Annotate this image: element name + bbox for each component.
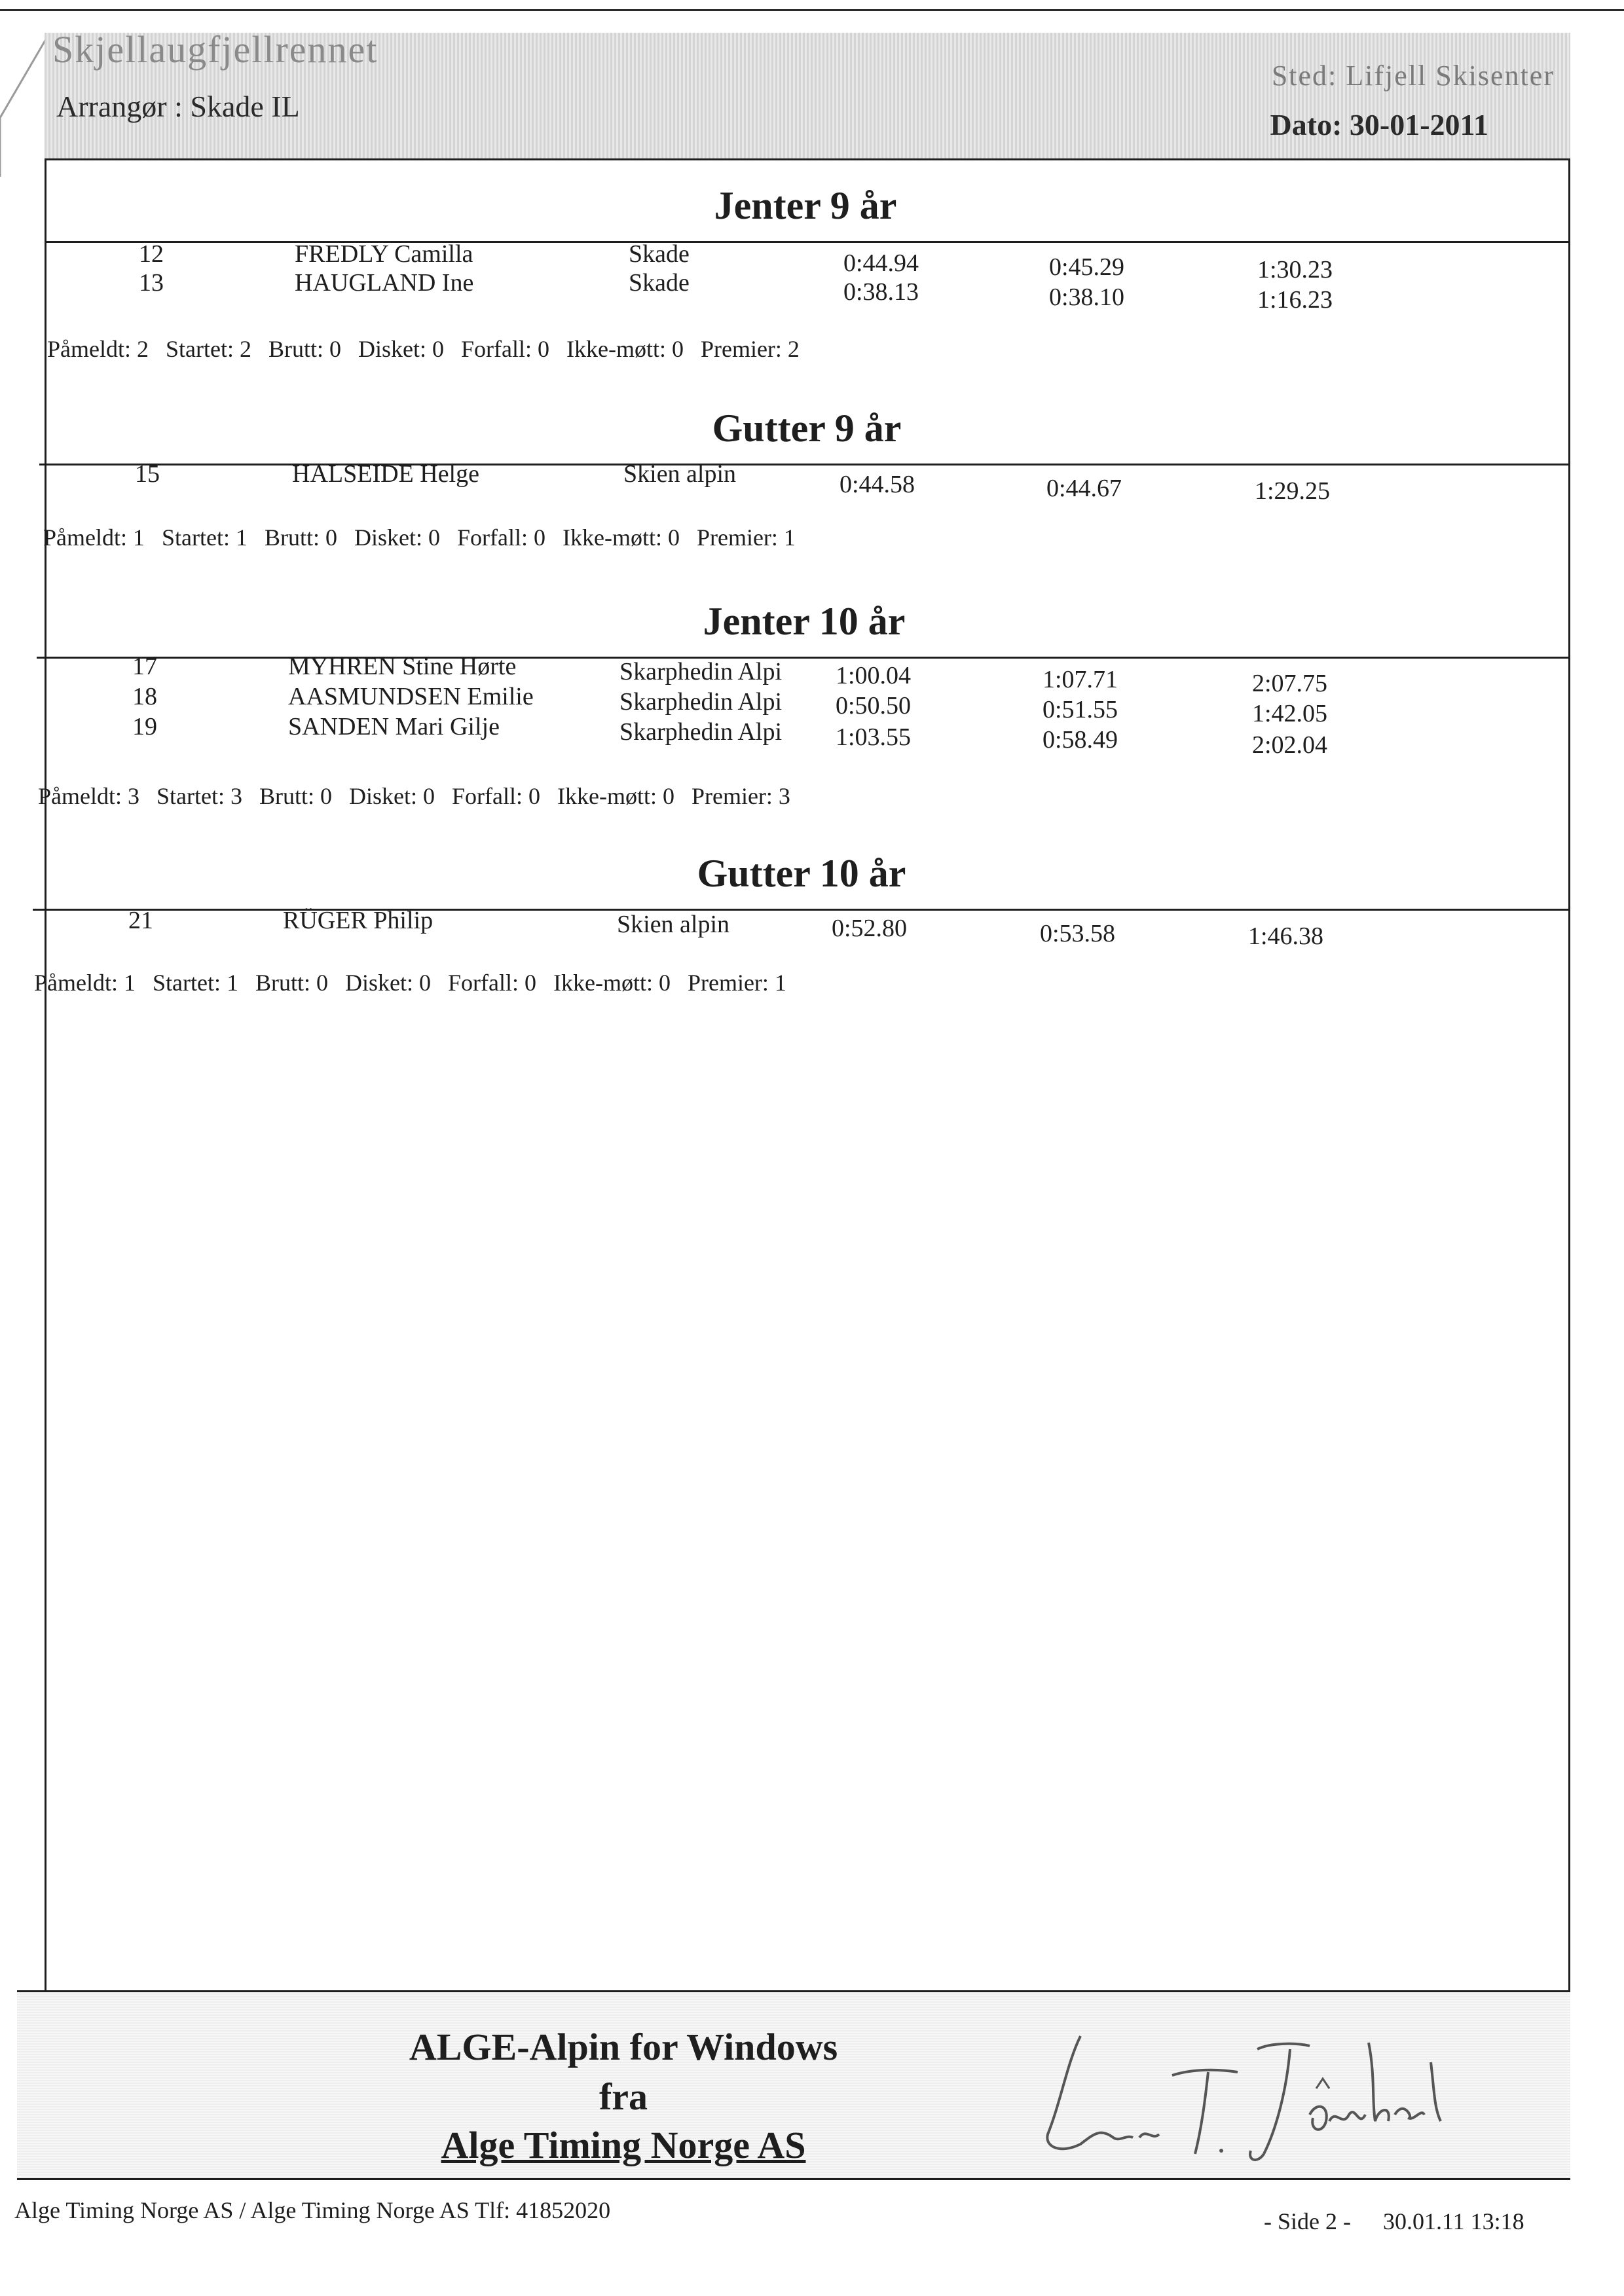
- prizes-count: Premier: 1: [696, 524, 796, 551]
- club: Skarphedin Alpi: [619, 718, 783, 746]
- footer-text: fra: [599, 2075, 648, 2118]
- total-time: 1:16.23: [1257, 286, 1333, 314]
- club: Skarphedin Alpi: [619, 688, 783, 716]
- bib-number: 17: [132, 653, 157, 680]
- event-date: Dato: 30-01-2011: [1270, 108, 1488, 141]
- bib-number: 19: [132, 713, 157, 740]
- prizes-count: Premier: 3: [691, 783, 790, 809]
- page-info: [1264, 2208, 1524, 2235]
- registered-count: Påmeldt: 2: [47, 336, 149, 362]
- group-title: Gutter 9 år: [712, 407, 902, 450]
- withdrawn-count: Forfall: 0: [457, 524, 545, 551]
- group-summary: [43, 524, 813, 551]
- company-contact: Alge Timing Norge AS / Alge Timing Norge AS Tlf: 41852020: [14, 2197, 611, 2223]
- total-time: 1:42.05: [1252, 700, 1328, 727]
- run1-time: 1:00.04: [836, 662, 912, 689]
- registered-count: Påmeldt: 1: [34, 970, 136, 996]
- run1-time: 0:44.58: [840, 471, 915, 498]
- handwritten-signature: [1022, 2023, 1480, 2180]
- dsq-count: Disket: 0: [345, 970, 431, 996]
- run1-time: 0:44.94: [843, 249, 919, 277]
- started-count: Startet: 2: [166, 336, 251, 362]
- footer-text: ALGE-Alpin for Windows: [409, 2026, 838, 2068]
- total-time: 2:02.04: [1252, 731, 1328, 759]
- event-name: Skjellaugfjellrennet: [52, 28, 378, 71]
- bib-number: 15: [135, 460, 160, 488]
- dsq-count: Disket: 0: [354, 524, 440, 551]
- prizes-count: Premier: 2: [700, 336, 800, 362]
- group-summary: [34, 969, 803, 996]
- dnf-count: Brutt: 0: [268, 336, 341, 362]
- dns-count: Ikke-møtt: 0: [553, 970, 671, 996]
- dnf-count: Brutt: 0: [259, 783, 332, 809]
- dsq-count: Disket: 0: [349, 783, 435, 809]
- club: Skade: [629, 269, 690, 297]
- prizes-count: Premier: 1: [687, 970, 786, 996]
- club: Skien alpin: [617, 911, 730, 938]
- started-count: Startet: 3: [157, 783, 242, 809]
- run2-time: 1:07.71: [1043, 666, 1118, 693]
- athlete-name: AASMUNDSEN Emilie: [288, 683, 534, 710]
- dns-count: Ikke-møtt: 0: [562, 524, 680, 551]
- result-row: [0, 712, 1624, 759]
- dnf-count: Brutt: 0: [255, 970, 328, 996]
- athlete-name: HALSEIDE Helge: [292, 460, 479, 488]
- footer-text: Alge Timing Norge AS: [441, 2124, 806, 2166]
- page-header: [45, 28, 1570, 160]
- bib-number: 18: [132, 683, 157, 710]
- group-summary: [38, 782, 807, 810]
- group-title: Gutter 10 år: [697, 852, 906, 895]
- run2-time: 0:38.10: [1049, 283, 1125, 311]
- run2-time: 0:58.49: [1043, 726, 1118, 754]
- club: Skade: [629, 240, 690, 268]
- athlete-name: MYHREN Stine Hørte: [288, 653, 517, 680]
- group-title: Jenter 10 år: [703, 600, 906, 643]
- withdrawn-count: Forfall: 0: [452, 783, 540, 809]
- result-row: [0, 268, 1624, 314]
- dns-count: Ikke-møtt: 0: [557, 783, 674, 809]
- withdrawn-count: Forfall: 0: [461, 336, 549, 362]
- venue: Sted: Lifjell Skisenter: [1271, 60, 1555, 92]
- run1-time: 0:38.13: [843, 278, 919, 306]
- scan-edge-line: [0, 9, 1624, 11]
- page-number: - Side 2 -: [1264, 2208, 1351, 2234]
- registered-count: Påmeldt: 1: [43, 524, 145, 551]
- total-time: 2:07.75: [1252, 670, 1328, 697]
- group-title: Jenter 9 år: [714, 184, 897, 227]
- club: Skarphedin Alpi: [619, 658, 783, 685]
- print-timestamp: 30.01.11 13:18: [1382, 2208, 1524, 2234]
- bib-number: 12: [139, 240, 164, 268]
- result-row: [0, 460, 1624, 505]
- registered-count: Påmeldt: 3: [38, 783, 139, 809]
- started-count: Startet: 1: [153, 970, 238, 996]
- bib-number: 13: [139, 269, 164, 297]
- dns-count: Ikke-møtt: 0: [566, 336, 684, 362]
- run2-time: 0:51.55: [1043, 696, 1118, 723]
- club: Skien alpin: [623, 460, 737, 488]
- started-count: Startet: 1: [162, 524, 248, 551]
- withdrawn-count: Forfall: 0: [448, 970, 536, 996]
- run1-time: 1:03.55: [836, 723, 912, 751]
- run1-time: 0:52.80: [832, 915, 908, 942]
- run2-time: 0:53.58: [1040, 920, 1116, 947]
- organizer: Arrangør : Skade IL: [56, 90, 300, 123]
- run1-time: 0:50.50: [836, 692, 912, 720]
- group-summary: [47, 335, 817, 363]
- athlete-name: RÜGER Philip: [283, 907, 434, 934]
- run2-time: 0:44.67: [1046, 475, 1122, 502]
- athlete-name: HAUGLAND Ine: [295, 269, 474, 297]
- dsq-count: Disket: 0: [358, 336, 444, 362]
- dnf-count: Brutt: 0: [264, 524, 337, 551]
- total-time: 1:29.25: [1255, 477, 1331, 505]
- athlete-name: FREDLY Camilla: [295, 240, 473, 268]
- result-row: [0, 906, 1624, 950]
- bib-number: 21: [128, 907, 153, 934]
- total-time: 1:30.23: [1257, 256, 1333, 283]
- athlete-name: SANDEN Mari Gilje: [288, 713, 500, 740]
- run2-time: 0:45.29: [1049, 253, 1125, 281]
- total-time: 1:46.38: [1248, 922, 1324, 950]
